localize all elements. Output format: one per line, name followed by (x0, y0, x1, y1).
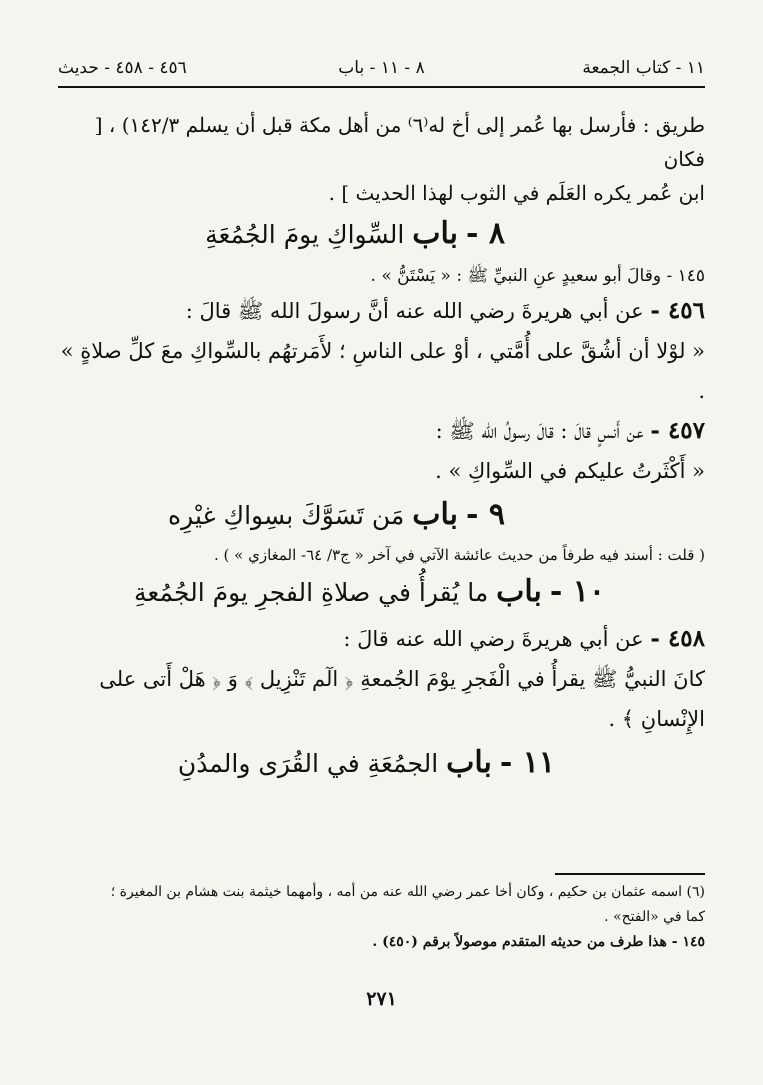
hadith-456-intro (58, 291, 705, 331)
header-hadith-range: ٤٥٦ - ٤٥٨ - حديث (58, 58, 187, 78)
editor-note: ( قلت : أسند فيه طرفاً من حديث عائشة الآتي في آخر « ج٣/ ٦٤- المغازي » ) . (213, 546, 705, 564)
hadith-457-chain: عن أَنسٍ قالَ : قالَ رسولُ الله ﷺ : (435, 419, 644, 443)
footnote-6-line-1: (٦) اسمه عثمان بن حكيم ، وكان أخا عمر رضي الله عنه من أمه ، وأمهما خيثمة بنت هشام بن المغيرة ؛ (110, 884, 705, 900)
footnote-145: ١٤٥ - هذا طرف من حديثه المتقدم موصولاً برقم (٤٥٠) . (372, 934, 705, 950)
chapter-9-title: مَن تَسَوَّكَ بسِواكِ غيْرِه (168, 501, 405, 530)
hadith-458-intro (58, 619, 705, 659)
chapter-heading-9 (58, 495, 705, 536)
chapter-11-number: ١١ - (499, 745, 555, 780)
chapter-10-number: ١٠ - (549, 574, 605, 609)
footnote-divider (555, 873, 705, 875)
chapter-8-word: باب (412, 216, 459, 251)
footnote-6-line-2: كما في «الفتح» . (604, 909, 705, 925)
running-header (58, 52, 705, 88)
chapter-10-title: ما يُقرأُ في صلاةِ الفجرِ يومَ الجُمُعةِ (134, 578, 489, 607)
chapter-9-number: ٩ - (465, 497, 505, 532)
hadith-457-number: ٤٥٧ - (650, 417, 705, 444)
continuation-line-1: طريق : فأرسل بها عُمر إلى أخ له⁽٦⁾ من أهل مكة قبل أن يسلم ١٤٢/٣) ، [ فكان (94, 113, 705, 171)
chapter-heading-8 (58, 214, 705, 255)
chapter-heading-10 (58, 572, 705, 613)
hadith-458-chain: عن أبي هريرةَ رضي الله عنه قالَ : (343, 627, 644, 651)
chapter-8-title: السِّواكِ يومَ الجُمُعَةِ (205, 220, 405, 249)
chapter-11-title: الجمُعَةِ في القُرَى والمدُنِ (177, 749, 439, 778)
hadith-457-intro (58, 411, 705, 451)
chapter-heading-11 (58, 743, 705, 784)
hadith-458-line-1: كانَ النبيُّ ﷺ يقرأُ في الْفَجرِ يوْمَ الجُمعةِ ﴿ الٓم تَنْزِيل ﴾ وَ ﴿ هَلْ أَتى على (99, 667, 705, 691)
chapter-10-word: باب (496, 574, 542, 609)
hadith-457-text: « أَكْثَرتُ عليكم في السِّواكِ » . (435, 459, 705, 483)
page-number: ٢٧١ (366, 988, 397, 1010)
chapter-8-number: ٨ - (465, 216, 505, 251)
hadith-456-chain: عن أبي هريرةَ رضي الله عنه أنَّ رسولَ الله ﷺ قالَ : (185, 299, 644, 323)
chapter-11-word: باب (446, 745, 492, 780)
hadith-458-line-2: الإِنْسانِ ﴾ . (608, 707, 705, 731)
chapter-9-word: باب (412, 497, 459, 532)
header-book-title: ١١ - كتاب الجمعة (582, 58, 705, 78)
header-chapters: ٨ - ١١ - باب (338, 58, 425, 78)
hadith-456-text: « لوْلا أن أشُقَّ على أُمَّتي ، أوْ على الناسِ ؛ لأَمَرتهُم بالسِّواكِ معَ كلِّ صلاةٍ » . (60, 339, 705, 403)
note-145: ١٤٥ - وقالَ أبو سعيدٍ عنِ النبيِّ ﷺ : « يَسْتَنُّ » . (370, 266, 705, 286)
hadith-458-number: ٤٥٨ - (650, 625, 705, 652)
footnotes (58, 880, 705, 955)
continuation-line-2: ابن عُمر يكره العَلَم في الثوب لهذا الحديث ] . (328, 181, 705, 205)
hadith-456-number: ٤٥٦ - (650, 297, 705, 324)
main-text (58, 108, 705, 790)
